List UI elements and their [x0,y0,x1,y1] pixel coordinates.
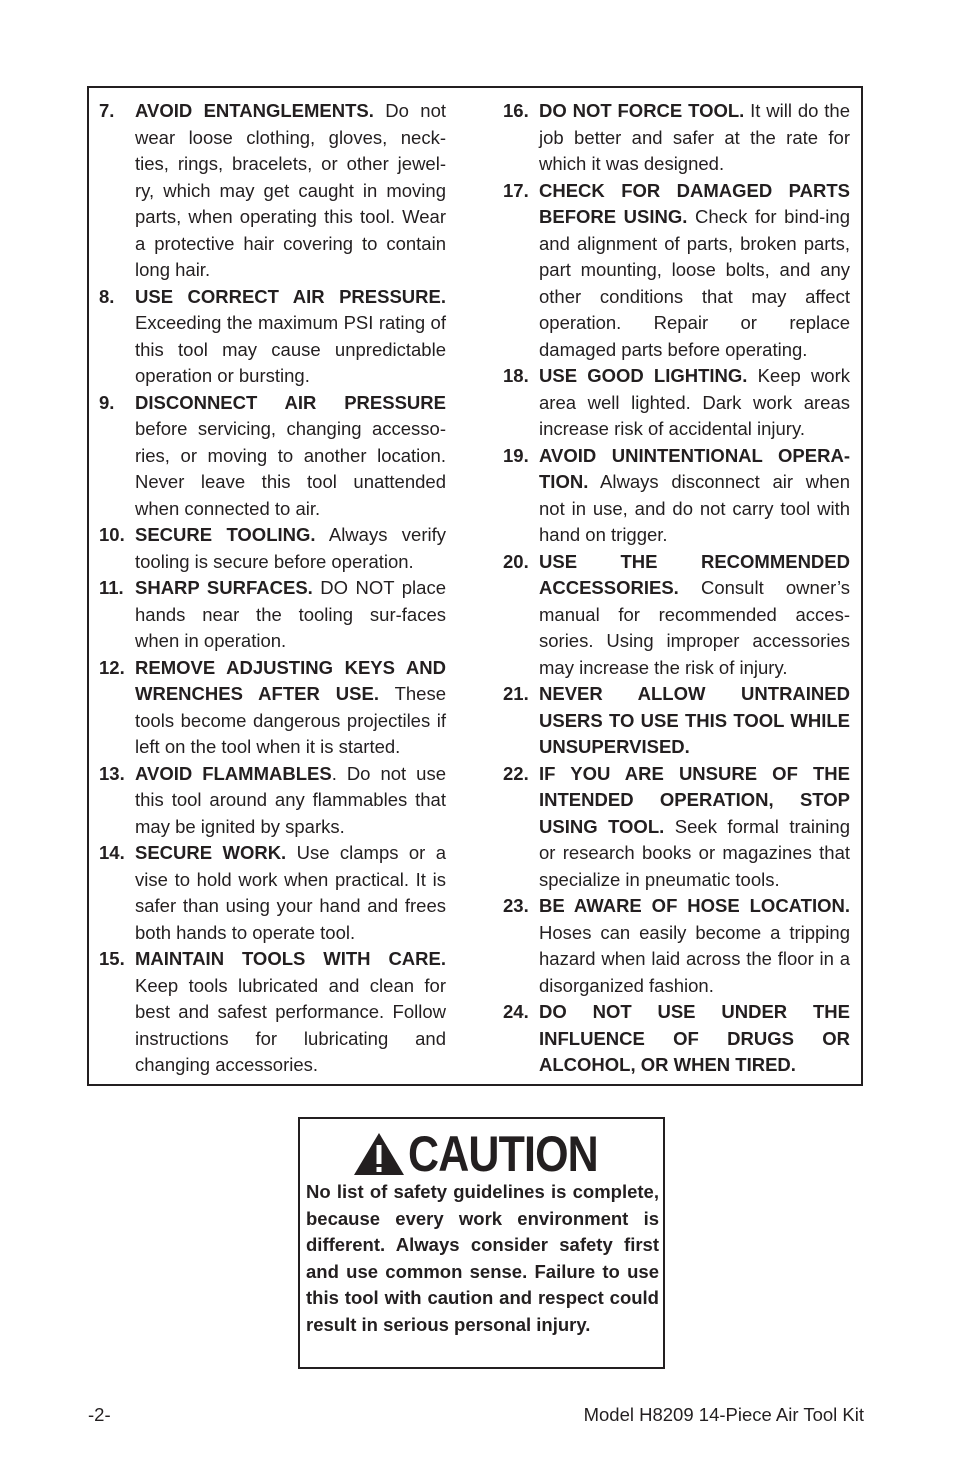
safety-rule [503,98,850,178]
rule-heading: DISCONNECT AIR PRESSURE [135,391,446,413]
rule-body: Check for bind-ing and alignment of parts, broken parts, part mounting, loose bolts, and any other conditions that may affect operation. Repair or replace damaged parts before operating. [539,206,850,360]
rule-text [135,284,446,390]
rule-text [135,98,446,284]
rule-heading: NEVER ALLOW UNTRAINED USERS TO USE THIS TOOL WHILE UNSUPERVISED. [539,683,850,757]
warning-triangle-icon [352,1131,406,1177]
rule-number: 13. [99,762,125,784]
rule-number: 8. [99,285,115,307]
safety-rule [99,946,446,1079]
rule-heading: AVOID FLAMMABLES [135,762,332,784]
safety-rule [99,98,446,284]
rule-heading: AVOID ENTANGLEMENTS. [135,100,374,121]
rule-text [539,178,850,364]
rule-heading: CHECK FOR DAMAGED PARTS BEFORE USING. [539,179,850,227]
model-name: Model H8209 14-Piece Air Tool Kit [583,1404,864,1425]
safety-rule [503,999,850,1079]
rule-heading: SECURE TOOLING. [135,524,316,545]
rule-heading: DO NOT USE UNDER THE INFLUENCE OF DRUGS OR ALCOHOL, OR WHEN TIRED. [539,1001,850,1075]
safety-rule [503,893,850,999]
rule-number: 19. [503,444,529,466]
safety-rule [99,840,446,946]
rule-text [539,761,850,894]
rule-body: These tools become dangerous projectiles if left on the tool when it is started. [135,683,446,757]
rule-heading: SHARP SURFACES. [135,577,313,598]
rule-body: Always verify tooling is secure before operation. [135,524,446,572]
rule-text [539,893,850,999]
caution-title: CAUTION [408,1126,598,1182]
rule-body: Keep tools lubricated and clean for best and safest performance. Follow instructions for lubricating and changing accessories. [135,974,446,1075]
rule-heading: DO NOT FORCE TOOL. [539,100,745,121]
rule-text [539,549,850,682]
rule-heading: USE GOOD LIGHTING. [539,365,748,386]
rule-text [135,522,446,575]
rule-text [135,840,446,946]
rules-column-left [99,98,446,1079]
caution-text: No list of safety guidelines is complete, because every work environment is different. Always consider safety first and use common sense. Failure to use this tool with caution and respect could result in serious personal injury. [306,1181,659,1335]
rule-heading: SECURE WORK. [135,842,287,863]
rule-number: 15. [99,948,125,969]
rule-body: Always disconnect air when not in use, and do not carry tool with hand on trigger. [539,471,850,545]
rule-text [539,363,850,443]
rule-number: 20. [503,550,529,572]
rule-number: 21. [503,683,529,704]
safety-rule [99,390,446,523]
page-number: -2- [88,1404,111,1425]
rule-text [135,390,446,523]
rule-body: Hoses can easily become a tripping hazard when laid across the floor in a disorganized fashion. [539,921,850,996]
rule-text [135,761,446,841]
rule-heading: AVOID UNINTENTIONAL OPERA-TION. [539,444,850,492]
rule-body: before servicing, changing accesso-ries, or moving to another location. Never leave this tool unattended when connected to air. [135,418,446,519]
rule-text [135,946,446,1079]
safety-rule [503,681,850,761]
rule-body: It will do the job better and safer at the rate for which it was designed. [539,100,850,174]
safety-rules-box [87,86,863,1086]
rule-number: 12. [99,656,125,678]
rule-heading: REMOVE ADJUSTING KEYS AND WRENCHES AFTER USE. [135,656,446,704]
safety-rule [503,549,850,682]
safety-rule [503,178,850,364]
rule-number: 18. [503,365,529,386]
rule-number: 16. [503,100,529,121]
rule-heading: BE AWARE OF HOSE LOCATION. [539,895,850,916]
safety-rule [99,284,446,390]
rule-text [135,655,446,761]
rule-number: 9. [99,391,115,413]
safety-rule [99,761,446,841]
rule-body: Do not wear loose clothing, gloves, neck-ties, rings, bracelets, or other jewel-ry, which may get caught in moving parts, when operating this tool. Wear a protective hair covering to contain long hair. [135,100,447,280]
rule-text [539,999,850,1079]
rule-number: 14. [99,842,125,863]
safety-rule [99,575,446,655]
rule-body: Use clamps or a vise to hold work when practical. It is safer than using your hand and frees both hands to operate tool. [135,842,446,943]
rule-number: 22. [503,762,529,784]
caution-box [298,1117,665,1369]
rule-body: Keep work area well lighted. Dark work areas increase risk of accidental injury. [539,365,851,439]
rule-text [539,681,850,761]
rule-heading: USE CORRECT AIR PRESSURE. [135,285,446,307]
safety-rule [503,443,850,549]
rule-number: 23. [503,895,529,916]
rules-column-right [503,98,850,1079]
rule-number: 24. [503,1001,529,1022]
rule-body: Consult owner’s manual for recommended acces-sories. Using improper accessories may increase the risk of injury. [539,577,850,678]
rule-text [539,98,850,178]
safety-rule [99,655,446,761]
rule-number: 17. [503,179,529,201]
rule-body: DO NOT place hands near the tooling sur-faces when in operation. [135,577,446,651]
rule-heading: MAINTAIN TOOLS WITH CARE. [135,948,446,969]
rule-text [135,575,446,655]
safety-rule [503,363,850,443]
rule-body: . Do not use this tool around any flammables that may be ignited by sparks. [135,762,446,837]
rule-body: Seek formal training or research books or magazines that specialize in pneumatic tools. [539,815,850,890]
rule-heading: IF YOU ARE UNSURE OF THE INTENDED OPERATION, STOP USING TOOL. [539,762,850,837]
caution-header [352,1127,629,1181]
rule-number: 7. [99,100,115,121]
rule-heading: USE THE RECOMMENDED ACCESSORIES. [539,550,850,598]
rule-text [539,443,850,549]
safety-rule [503,761,850,894]
safety-rule [99,522,446,575]
rule-number: 11. [99,577,124,598]
rule-body: Exceeding the maximum PSI rating of this tool may cause unpredictable operation or bursting. [135,312,446,386]
rule-number: 10. [99,524,125,545]
